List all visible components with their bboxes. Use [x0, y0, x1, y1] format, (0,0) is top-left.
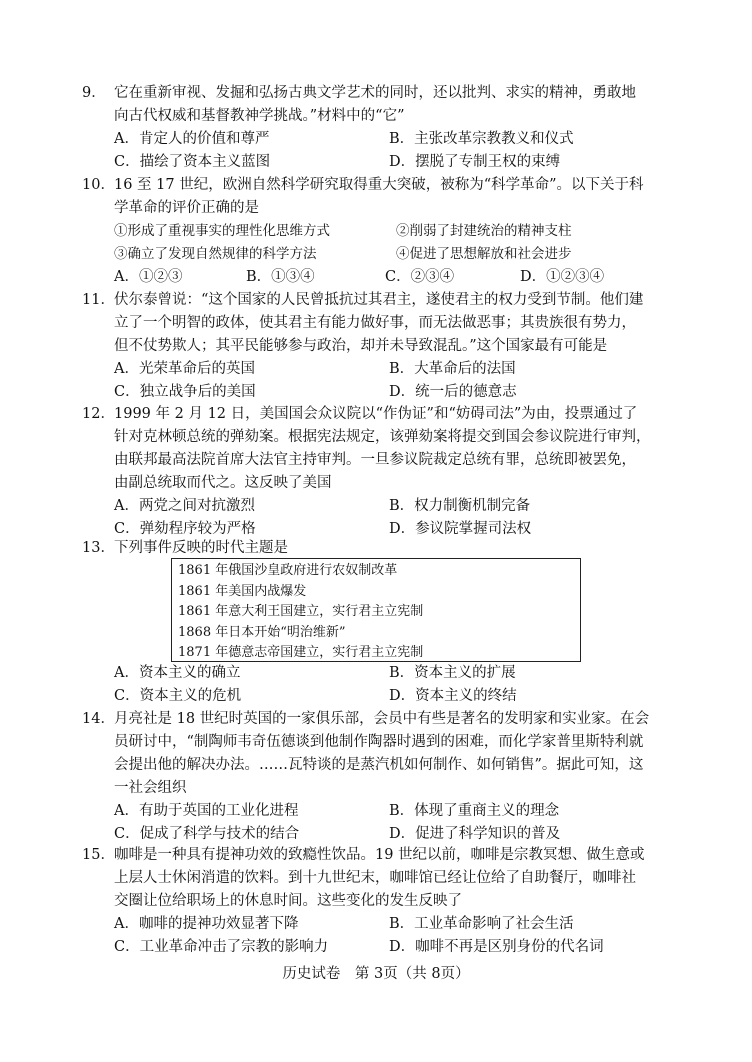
event-item: 1861 年意大利王国建立，实行君主立宪制 — [178, 604, 424, 619]
option-c: C．②③④ — [385, 269, 455, 285]
option-a: A．肯定人的价值和尊严 — [114, 131, 270, 147]
event-item: 1868 年日本开始“明治维新” — [178, 624, 346, 640]
option-b: B．大革命后的法国 — [389, 361, 516, 377]
option-a: A．咖啡的提神功效显著下降 — [114, 916, 299, 932]
option-b: B．①③④ — [246, 269, 315, 285]
question-13-options — [82, 662, 682, 708]
option-c: C．弹劾程序较为严格 — [114, 521, 256, 537]
option-b: B．工业革命影响了社会生活 — [389, 916, 574, 932]
question-text: 由联邦最高法院首席大法官主持审判。一旦参议院裁定总统有罪，总统即被罢免， — [114, 452, 636, 468]
option-c: C．工业革命冲击了宗教的影响力 — [114, 939, 329, 955]
option-d: D．①②③④ — [520, 269, 605, 285]
question-text: 交圈让位给职场上的休息时间。这些变化的发生反映了 — [114, 893, 462, 909]
option-c: C．独立战争后的美国 — [114, 384, 256, 400]
question-text: 针对克林顿总统的弹劾案。根据宪法规定，该弹劾案将提交到国会参议院进行审判， — [114, 429, 651, 445]
question-text: 月亮社是 18 世纪时英国的一家俱乐部，会员中有些是著名的发明家和实业家。在会 — [114, 711, 650, 727]
question-number: 15． — [82, 847, 115, 863]
question-text: 上层人士休闲消遣的饮料。到十九世纪末，咖啡馆已经让位给了自助餐厅，咖啡社 — [114, 870, 636, 886]
question-text: 咖啡是一种具有提神功效的致瘾性饮品。19 世纪以前，咖啡是宗教冥想、做生意或 — [114, 847, 645, 863]
statement-1: ①形成了重视事实的理性化思维方式 — [114, 223, 330, 239]
option-b: B．权力制衡机制完备 — [389, 498, 531, 514]
question-text: 由副总统取而代之。这反映了美国 — [114, 475, 332, 491]
option-d: D．统一后的德意志 — [389, 384, 517, 400]
statement-4: ④促进了思想解放和社会进步 — [396, 246, 572, 262]
option-d: D．摆脱了专制王权的束缚 — [389, 154, 561, 170]
question-number: 14． — [82, 711, 115, 727]
question-text: 向古代权威和基督教神学挑战。”材料中的“它” — [114, 108, 405, 124]
option-c: C．资本主义的危机 — [114, 688, 242, 704]
question-number: 12． — [82, 406, 115, 422]
question-number: 13． — [82, 540, 115, 556]
question-text: 16 至 17 世纪，欧洲自然科学研究取得重大突破，被称为“科学革命”。以下关于科 — [114, 177, 644, 193]
option-b: B．体现了重商主义的理念 — [389, 803, 560, 819]
question-number: 10． — [82, 177, 115, 193]
event-item: 1861 年俄国沙皇政府进行农奴制改革 — [178, 563, 398, 578]
option-d: D．咖啡不再是区别身份的代名词 — [389, 939, 604, 955]
page-footer: 历史试卷 第 3页（共 8页） — [282, 966, 470, 982]
option-a: A．光荣革命后的英国 — [114, 361, 255, 377]
question-10 — [82, 174, 682, 289]
question-12 — [82, 403, 682, 541]
statement-2: ②削弱了封建统治的精神支柱 — [396, 223, 572, 239]
question-text: 它在重新审视、发掘和弘扬古典文学艺术的同时，还以批判、求实的精神，勇敢地 — [114, 85, 636, 101]
question-number: 9． — [82, 85, 106, 101]
option-d: D．促进了科学知识的普及 — [389, 826, 561, 842]
question-text: 伏尔泰曾说：“这个国家的人民曾抵抗过其君主，遂使君主的权力受到节制。他们建 — [114, 292, 644, 308]
option-a: A．有助于英国的工业化进程 — [114, 803, 299, 819]
question-number: 11． — [82, 292, 115, 308]
option-a: A．资本主义的确立 — [114, 665, 241, 681]
question-text: 但不仗势欺人；其平民能够参与政治，却并未导致混乱。”这个国家最有可能是 — [114, 338, 608, 354]
question-text: 一社会组织 — [114, 780, 187, 796]
event-item: 1871 年德意志帝国建立，实行君主立宪制 — [178, 645, 424, 660]
question-11 — [82, 289, 682, 404]
question-text: 学革命的评价正确的是 — [114, 200, 259, 216]
question-9 — [82, 82, 682, 174]
question-text: 下列事件反映的时代主题是 — [114, 540, 288, 556]
events-box — [171, 558, 581, 662]
question-15 — [82, 844, 682, 959]
question-text: 1999 年 2 月 12 日，美国国会众议院以“作伪证”和“妨碍司法”为由，投票通过了 — [114, 406, 638, 422]
option-a: A．两党之间对抗激烈 — [114, 498, 255, 514]
option-b: B．主张改革宗教教义和仪式 — [389, 131, 574, 147]
option-c: C．描绘了资本主义蓝图 — [114, 154, 271, 170]
question-14 — [82, 708, 682, 846]
statement-3: ③确立了发现自然规律的科学方法 — [114, 246, 317, 262]
option-c: C．促成了科学与技术的结合 — [114, 826, 300, 842]
option-b: B．资本主义的扩展 — [389, 665, 516, 681]
question-text: 会提出他的解决办法。……瓦特谈的是蒸汽机如何制作、如何销售”。据此可知，这 — [114, 757, 644, 773]
question-13 — [82, 537, 682, 560]
question-text: 员研讨中，“制陶师韦奇伍德谈到他制作陶器时遇到的困难，而化学家普里斯特利就 — [114, 734, 644, 750]
option-d: D．参议院掌握司法权 — [389, 521, 532, 537]
option-a: A．①②③ — [114, 269, 183, 285]
event-item: 1861 年美国内战爆发 — [178, 583, 307, 599]
option-d: D．资本主义的终结 — [389, 688, 517, 704]
question-text: 立了一个明智的政体，使其君主有能力做好事，而无法做恶事；其贵族很有势力， — [114, 315, 636, 331]
